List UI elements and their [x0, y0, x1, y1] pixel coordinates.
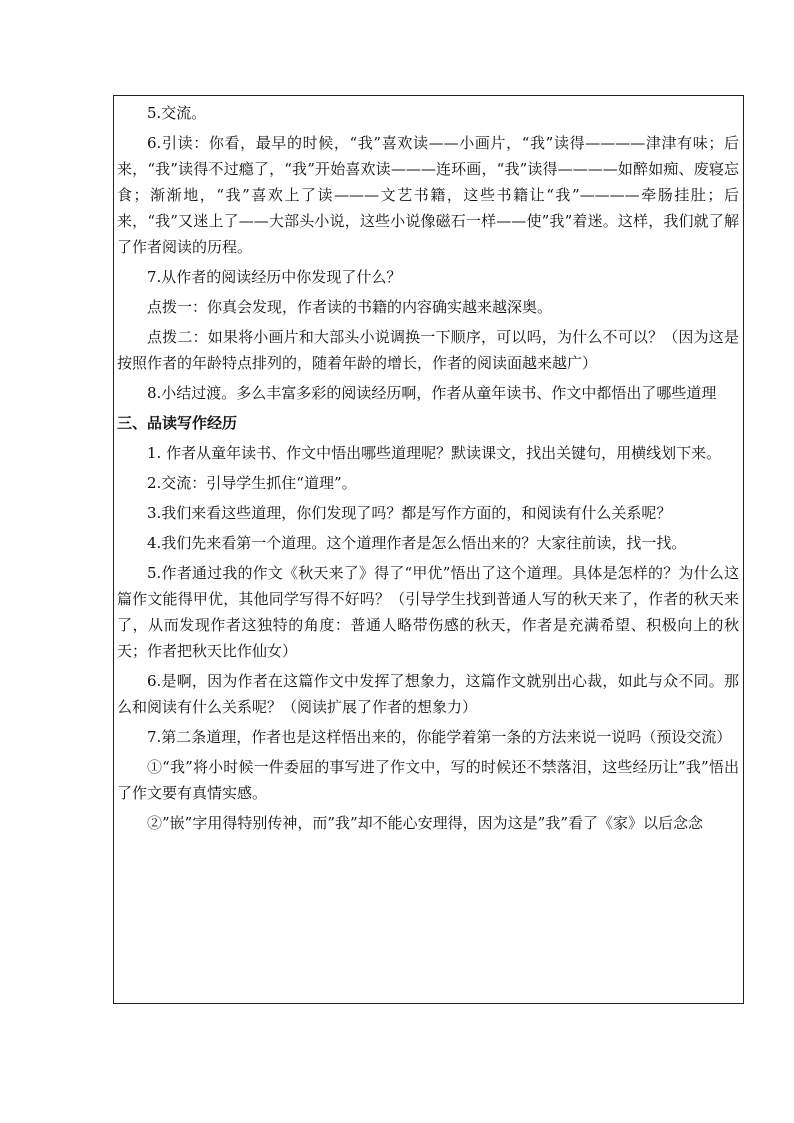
section-heading: 三、品读写作经历 [117, 414, 238, 432]
paragraph-15: ①“我”将小时候一件委屈的事写进了作文中，写的时候还不禁落泪，这些经历让”我”悟出了作文要有真情实感。 [117, 758, 739, 802]
paragraph-8: 1. 作者从童年读书、作文中悟出哪些道理呢？默读课文，找出关键句，用横线划下来。 [147, 444, 722, 462]
paragraph-16: ②”嵌”字用得特别传神，而”我”却不能心安理得，因为这是”我”看了《家》以后念念 [147, 814, 704, 832]
paragraph-13: 6.是啊，因为作者在这篇作文中发挥了想象力，这篇作文就别出心裁，如此与众不同。那么和阅读有什么关系呢？（阅读扩展了作者的想象力） [117, 672, 739, 716]
paragraph-2: 6.引读：你看，最早的时候，“我”喜欢读——小画片，“我”读得————津津有味；后来，“我”读得不过瘾了，“我”开始喜欢读———连环画，“我”读得————如醉如痴、废寝忘食；渐渐地，“我”喜欢上了读———文艺书籍，这些书籍让“我”————牵肠挂肚；后来，“我”又迷上了——大部头小说，这些小说像磁石一样——使”我”着迷。这样，我们就了解了作者阅读的历程。 [117, 134, 739, 256]
paragraph-3: 7.从作者的阅读经历中你发现了什么？ [147, 268, 402, 286]
paragraph-5: 点拨二：如果将小画片和大部头小说调换一下顺序，可以吗，为什么不可以？（因为这是按照作者的年龄特点排列的，随着年龄的增长，作者的阅读面越来越广） [117, 328, 739, 372]
paragraph-12: 5.作者通过我的作文《秋天来了》得了“甲优”悟出了这个道理。具体是怎样的？为什么这篇作文能得甲优，其他同学写得不好吗？（引导学生找到普通人写的秋天来了，作者的秋天来了，从而发现作者这独特的角度：普通人略带伤感的秋天，作者是充满希望、积极向上的秋天；作者把秋天比作仙女） [117, 564, 739, 660]
paragraph-4: 点拨一：你真会发现，作者读的书籍的内容确实越来越深奥。 [147, 298, 553, 316]
paragraph-14: 7.第二条道理，作者也是这样悟出来的，你能学着第一条的方法来说一说吗（预设交流） [147, 728, 732, 746]
paragraph-10: 3.我们来看这些道理，你们发现了吗？都是写作方面的，和阅读有什么关系呢？ [147, 504, 672, 522]
paragraph-11: 4.我们先来看第一个道理。这个道理作者是怎么悟出来的？大家往前读，找一找。 [147, 534, 687, 552]
paragraph-9: 2.交流：引导学生抓住“道理”。 [147, 474, 357, 492]
paragraph-1: 5.交流。 [147, 104, 207, 122]
paragraph-6: 8.小结过渡。多么丰富多彩的阅读经历啊，作者从童年读书、作文中都悟出了哪些道理 [147, 384, 717, 402]
lesson-content [117, 96, 739, 836]
